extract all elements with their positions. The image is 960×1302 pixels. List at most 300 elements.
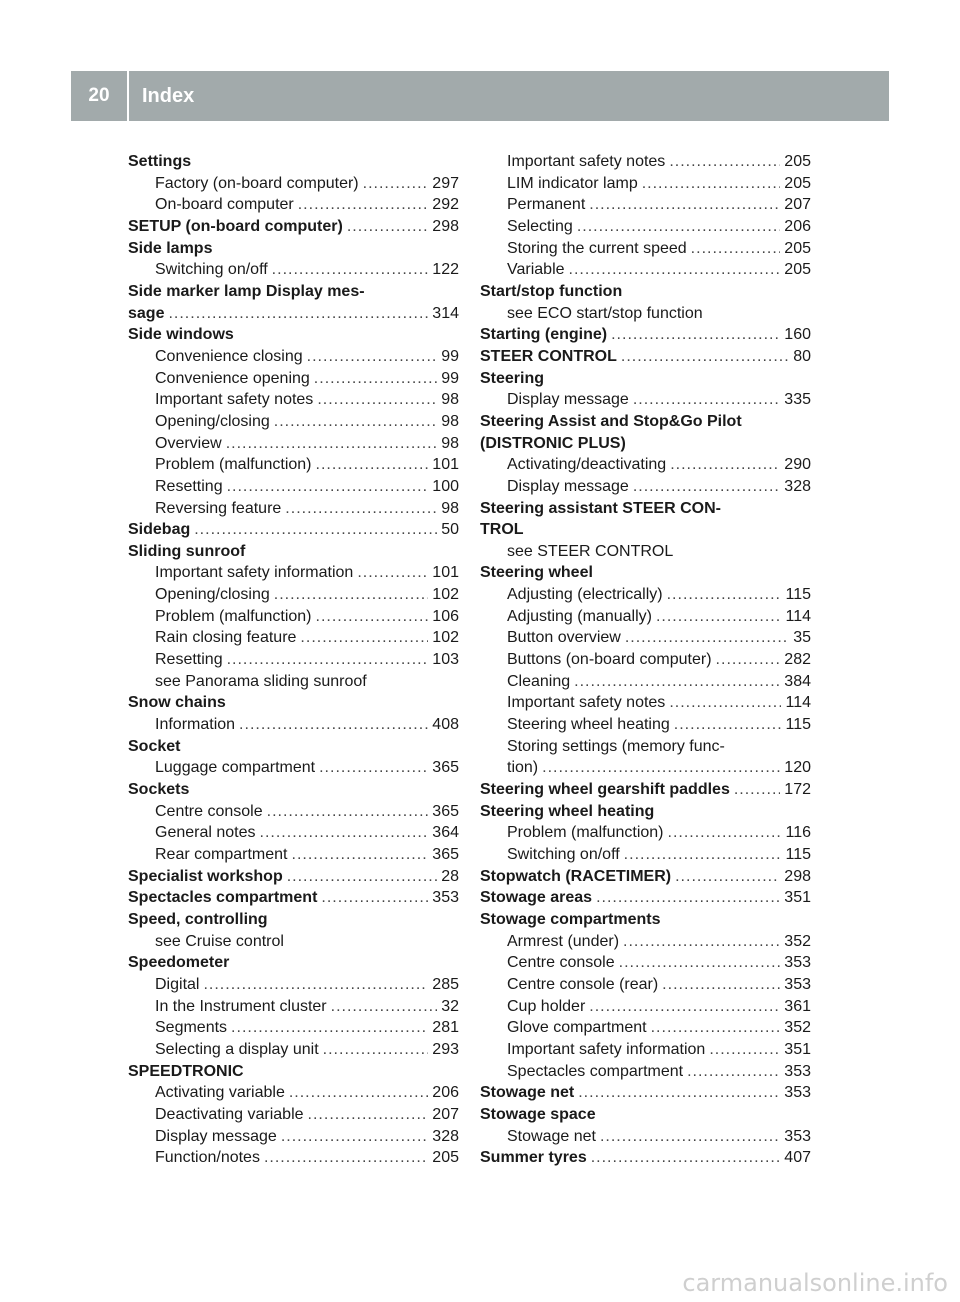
index-subentry [480, 1017, 811, 1039]
dot-leader [596, 887, 780, 909]
index-entry [128, 151, 459, 173]
index-subentry [128, 1017, 459, 1039]
page-reference: 282 [784, 651, 811, 669]
page-reference: 328 [432, 1127, 459, 1145]
page-reference: 116 [785, 824, 811, 842]
entry-text: Deactivating variable [155, 1105, 304, 1123]
page-reference: 120 [784, 759, 811, 777]
header-divider [127, 71, 129, 121]
dot-leader [316, 454, 429, 476]
dot-leader [331, 996, 438, 1018]
page-reference: 384 [784, 672, 811, 690]
dot-leader [285, 498, 437, 520]
index-entry [128, 303, 459, 325]
entry-text: Speed, controlling [128, 910, 268, 928]
dot-leader [623, 931, 780, 953]
dot-leader [307, 346, 438, 368]
entry-text: Storing the current speed [507, 239, 687, 257]
index-subentry [128, 476, 459, 498]
page-reference: 351 [784, 1040, 811, 1058]
dot-leader [292, 844, 429, 866]
entry-text: Settings [128, 153, 192, 170]
page-reference: 205 [784, 239, 811, 257]
index-subentry [128, 757, 459, 779]
page-reference: 102 [432, 629, 459, 647]
page-reference: 205 [784, 153, 811, 170]
dot-leader [267, 801, 429, 823]
entry-text: Selecting [507, 217, 573, 235]
entry-text: LIM indicator lamp [507, 174, 638, 192]
page-reference: 205 [784, 261, 811, 279]
index-entry [480, 779, 811, 801]
page-reference: 98 [441, 391, 459, 409]
dot-leader [670, 454, 780, 476]
page-reference: 361 [784, 997, 811, 1015]
index-subentry [128, 627, 459, 649]
entry-text: Spectacles compartment [507, 1062, 684, 1080]
dot-leader [287, 866, 437, 888]
entry-text: see Cruise control [155, 932, 284, 950]
entry-text: Stopwatch (RACETIMER) [480, 867, 672, 885]
index-subentry [480, 996, 811, 1018]
page-number: 20 [88, 85, 110, 106]
entry-text: Problem (malfunction) [155, 456, 312, 474]
dot-leader [574, 671, 780, 693]
entry-text: Variable [507, 261, 565, 279]
entry-text: tion) [507, 759, 539, 777]
index-subentry [128, 1039, 459, 1061]
index-entry [480, 519, 811, 541]
page-reference: 172 [784, 781, 811, 799]
index-subentry [128, 931, 459, 953]
entry-text: Activating/deactivating [507, 456, 667, 474]
index-subentry [480, 692, 811, 714]
entry-text: Socket [128, 737, 181, 755]
index-subentry [480, 303, 811, 325]
page-reference: 100 [432, 477, 459, 495]
dot-leader [633, 476, 780, 498]
entry-text: Steering assistant STEER CON- [480, 499, 721, 517]
entry-text: Overview [155, 434, 222, 452]
page-reference: 122 [432, 261, 459, 279]
entry-text: Adjusting (electrically) [507, 586, 663, 604]
page-reference: 352 [784, 932, 811, 950]
index-entry [128, 692, 459, 714]
dot-leader [668, 822, 782, 844]
page-reference: 98 [441, 412, 459, 430]
dot-leader [274, 584, 429, 606]
index-subentry [128, 411, 459, 433]
index-entry [480, 866, 811, 888]
page-reference: 298 [432, 217, 459, 235]
entry-text: Summer tyres [480, 1149, 587, 1167]
dot-leader [168, 303, 428, 325]
page-reference: 314 [432, 304, 459, 322]
page-reference: 99 [441, 347, 459, 365]
entry-text: Function/notes [155, 1149, 260, 1167]
entry-text: Sidebag [128, 521, 191, 539]
dot-leader [321, 887, 428, 909]
page-reference: 115 [785, 716, 811, 734]
index-subentry [128, 562, 459, 584]
index-entry [128, 952, 459, 974]
index-subentry [480, 173, 811, 195]
entry-text: Selecting a display unit [155, 1040, 319, 1058]
page-reference: 365 [432, 759, 459, 777]
page-reference: 115 [785, 846, 811, 863]
entry-text: Cleaning [507, 672, 571, 690]
entry-text: Centre console [155, 802, 263, 820]
index-subentry [480, 671, 811, 693]
index-subentry [480, 844, 811, 866]
dot-leader [589, 194, 780, 216]
entry-text: Digital [155, 975, 200, 993]
page-reference: 206 [784, 217, 811, 235]
page-reference: 102 [432, 586, 459, 604]
watermark: carmanualsonline.info [682, 1269, 948, 1297]
dot-leader [621, 346, 789, 368]
page-header [71, 71, 889, 121]
page-reference: 114 [785, 607, 811, 625]
index-entry [480, 887, 811, 909]
index-entry [480, 281, 811, 303]
index-subentry [128, 194, 459, 216]
entry-text: Stowage compartments [480, 910, 661, 928]
index-subentry [480, 736, 811, 758]
index-entry [128, 866, 459, 888]
index-entry [128, 1061, 459, 1083]
entry-text: Sockets [128, 781, 190, 799]
index-subentry [128, 974, 459, 996]
page-reference: 101 [432, 456, 459, 474]
page-reference: 328 [784, 477, 811, 495]
entry-text: Factory (on-board computer) [155, 174, 359, 192]
entry-text: Rain closing feature [155, 629, 297, 647]
dot-leader [300, 627, 428, 649]
page-reference: 207 [784, 196, 811, 214]
page-reference: 281 [432, 1019, 459, 1037]
index-subentry [480, 757, 811, 779]
index-entry [480, 909, 811, 931]
dot-leader [272, 259, 429, 281]
index-entry [480, 801, 811, 823]
index-subentry [128, 844, 459, 866]
page-reference: 364 [432, 824, 459, 842]
dot-leader [281, 1126, 428, 1148]
dot-leader [669, 151, 780, 173]
dot-leader [226, 433, 438, 455]
entry-text: Armrest (under) [507, 932, 620, 950]
dot-leader [314, 368, 437, 390]
dot-leader [624, 844, 782, 866]
entry-text: Button overview [507, 629, 621, 647]
entry-text: Adjusting (manually) [507, 607, 652, 625]
entry-text: Switching on/off [507, 846, 620, 863]
entry-text: Information [155, 716, 236, 734]
index-entry [480, 346, 811, 368]
entry-text: Spectacles compartment [128, 889, 318, 907]
page-reference: 106 [432, 607, 459, 625]
page-reference: 115 [785, 586, 811, 604]
entry-text: Start/stop function [480, 282, 623, 300]
dot-leader [227, 649, 429, 671]
entry-text: Centre console (rear) [507, 975, 659, 993]
dot-leader [669, 692, 781, 714]
dot-leader [308, 1104, 429, 1126]
entry-text: Resetting [155, 477, 223, 495]
dot-leader [203, 974, 428, 996]
dot-leader [577, 216, 780, 238]
dot-leader [675, 866, 780, 888]
index-subentry [480, 952, 811, 974]
entry-text: Luggage compartment [155, 759, 316, 777]
dot-leader [662, 974, 780, 996]
entry-text: Buttons (on-board computer) [507, 651, 712, 669]
entry-text: Steering wheel gearshift paddles [480, 781, 730, 799]
entry-text: Speedometer [128, 954, 230, 972]
index-subentry [128, 714, 459, 736]
entry-text: Centre console [507, 954, 615, 972]
entry-text: Steering wheel [480, 564, 593, 582]
dot-leader [264, 1147, 428, 1169]
entry-text: Steering wheel heating [507, 716, 670, 734]
page-reference: 298 [784, 867, 811, 885]
page-reference: 408 [432, 716, 459, 734]
dot-leader [231, 1017, 428, 1039]
index-entry [480, 1104, 811, 1126]
index-subentry [480, 476, 811, 498]
entry-text: Stowage net [507, 1127, 596, 1145]
index-subentry [128, 433, 459, 455]
entry-text: Resetting [155, 651, 223, 669]
entry-text: Rear compartment [155, 846, 288, 863]
index-subentry [128, 1147, 459, 1169]
entry-text: Sliding sunroof [128, 542, 246, 560]
page-reference: 98 [441, 434, 459, 452]
page-reference: 292 [432, 196, 459, 214]
index-entry [480, 411, 811, 433]
index-subentry [480, 1126, 811, 1148]
index-subentry [128, 801, 459, 823]
entry-text: Specialist workshop [128, 867, 283, 885]
entry-text: Important safety information [507, 1040, 706, 1058]
page-reference: 290 [784, 456, 811, 474]
dot-leader [674, 714, 782, 736]
entry-text: Display message [507, 477, 629, 495]
dot-leader [347, 216, 428, 238]
page-reference: 206 [432, 1084, 459, 1102]
index-entry [128, 779, 459, 801]
entry-text: Cup holder [507, 997, 586, 1015]
entry-text: Display message [507, 391, 629, 409]
dot-leader [298, 194, 429, 216]
index-subentry [480, 627, 811, 649]
index-entry [480, 324, 811, 346]
page-reference: 207 [432, 1105, 459, 1123]
index-entry [128, 216, 459, 238]
entry-text: SPEEDTRONIC [128, 1062, 244, 1080]
dot-leader [316, 606, 429, 628]
entry-text: see Panorama sliding sunroof [155, 672, 367, 690]
entry-text: Important safety notes [507, 153, 666, 170]
index-subentry [480, 714, 811, 736]
entry-text: Activating variable [155, 1084, 285, 1102]
dot-leader [633, 389, 780, 411]
entry-text: Side lamps [128, 239, 213, 257]
index-subentry [480, 151, 811, 173]
section-title: Index [142, 84, 195, 107]
page-reference: 35 [793, 629, 811, 647]
dot-leader [625, 627, 789, 649]
entry-text: Switching on/off [155, 261, 268, 279]
dot-leader [578, 1082, 780, 1104]
entry-text: Storing settings (memory func- [507, 737, 725, 755]
index-subentry [480, 584, 811, 606]
dot-leader [363, 173, 429, 195]
page-reference: 28 [441, 867, 459, 885]
index-subentry [128, 606, 459, 628]
index-entry [128, 519, 459, 541]
index-subentry [128, 584, 459, 606]
entry-text: Segments [155, 1019, 228, 1037]
page-reference: 285 [432, 975, 459, 993]
dot-leader [619, 952, 781, 974]
index-entry [128, 541, 459, 563]
page-reference: 353 [784, 1084, 811, 1102]
entry-text: Problem (malfunction) [155, 607, 312, 625]
page-reference: 114 [785, 694, 811, 712]
index-subentry [128, 1104, 459, 1126]
index-subentry [480, 216, 811, 238]
page-reference: 335 [784, 391, 811, 409]
entry-text: Starting (engine) [480, 326, 608, 344]
page-reference: 293 [432, 1040, 459, 1058]
entry-text: Important safety notes [155, 391, 314, 409]
index-subentry [480, 541, 811, 563]
page-reference: 32 [441, 997, 459, 1015]
page-reference: 365 [432, 802, 459, 820]
entry-text: STEER CONTROL [480, 347, 617, 365]
dot-leader [691, 238, 781, 260]
index-subentry [128, 649, 459, 671]
index-subentry [128, 173, 459, 195]
dot-leader [357, 562, 428, 584]
index-subentry [128, 498, 459, 520]
index-entry [128, 281, 459, 303]
page-reference: 353 [784, 954, 811, 972]
entry-text: Steering Assist and Stop&Go Pilot [480, 412, 742, 430]
dot-leader [656, 606, 782, 628]
index-subentry [480, 259, 811, 281]
dot-leader [274, 411, 437, 433]
index-subentry [128, 368, 459, 390]
index-subentry [480, 389, 811, 411]
entry-text: SETUP (on-board computer) [128, 217, 343, 235]
index-subentry [480, 606, 811, 628]
index-subentry [480, 194, 811, 216]
dot-leader [569, 259, 781, 281]
index-column-right [480, 151, 811, 1169]
page-reference: 353 [784, 975, 811, 993]
index-entry [480, 433, 811, 455]
dot-leader [667, 584, 782, 606]
entry-text: Steering [480, 369, 545, 387]
dot-leader [591, 1147, 781, 1169]
page-reference: 103 [432, 651, 459, 669]
index-entry [480, 368, 811, 390]
entry-text: Side windows [128, 326, 234, 344]
entry-text: Glove compartment [507, 1019, 647, 1037]
index-subentry [128, 671, 459, 693]
dot-leader [687, 1061, 780, 1083]
index-entry [480, 498, 811, 520]
entry-text: Opening/closing [155, 586, 270, 604]
entry-text: Side marker lamp Display mes- [128, 282, 365, 300]
dot-leader [611, 324, 780, 346]
entry-text: In the Instrument cluster [155, 997, 327, 1015]
dot-leader [227, 476, 429, 498]
entry-text: On-board computer [155, 196, 294, 214]
dot-leader [194, 519, 437, 541]
index-subentry [480, 454, 811, 476]
index-subentry [480, 649, 811, 671]
index-subentry [480, 931, 811, 953]
index-entry [128, 887, 459, 909]
index-subentry [128, 1082, 459, 1104]
entry-text: Permanent [507, 196, 586, 214]
page-reference: 353 [784, 1062, 811, 1080]
entry-text: (DISTRONIC PLUS) [480, 434, 626, 452]
dot-leader [709, 1039, 780, 1061]
entry-text: Display message [155, 1127, 277, 1145]
entry-text: see STEER CONTROL [507, 542, 674, 560]
index-subentry [128, 259, 459, 281]
entry-text: Snow chains [128, 694, 226, 712]
page-reference: 351 [784, 889, 811, 907]
dot-leader [734, 779, 780, 801]
dot-leader [651, 1017, 781, 1039]
entry-text: Problem (malfunction) [507, 824, 664, 842]
dot-leader [600, 1126, 780, 1148]
dot-leader [542, 757, 780, 779]
index-entry [480, 1147, 811, 1169]
entry-text: Reversing feature [155, 499, 282, 517]
entry-text: TROL [480, 521, 524, 539]
index-column-left [128, 151, 459, 1169]
dot-leader [323, 1039, 429, 1061]
page-reference: 50 [441, 521, 459, 539]
dot-leader [239, 714, 428, 736]
entry-text: Important safety notes [507, 694, 666, 712]
index-subentry [128, 389, 459, 411]
page-reference: 80 [793, 347, 811, 365]
entry-text: sage [128, 304, 165, 322]
index-entry [480, 562, 811, 584]
page-reference: 353 [432, 889, 459, 907]
page-reference: 365 [432, 846, 459, 863]
index-subentry [480, 238, 811, 260]
index-entry [128, 909, 459, 931]
page-reference: 205 [432, 1149, 459, 1167]
index-subentry [128, 454, 459, 476]
entry-text: Convenience opening [155, 369, 310, 387]
index-subentry [480, 1039, 811, 1061]
index-subentry [480, 974, 811, 996]
dot-leader [589, 996, 780, 1018]
index-subentry [480, 822, 811, 844]
entry-text: Opening/closing [155, 412, 270, 430]
dot-leader [319, 757, 428, 779]
